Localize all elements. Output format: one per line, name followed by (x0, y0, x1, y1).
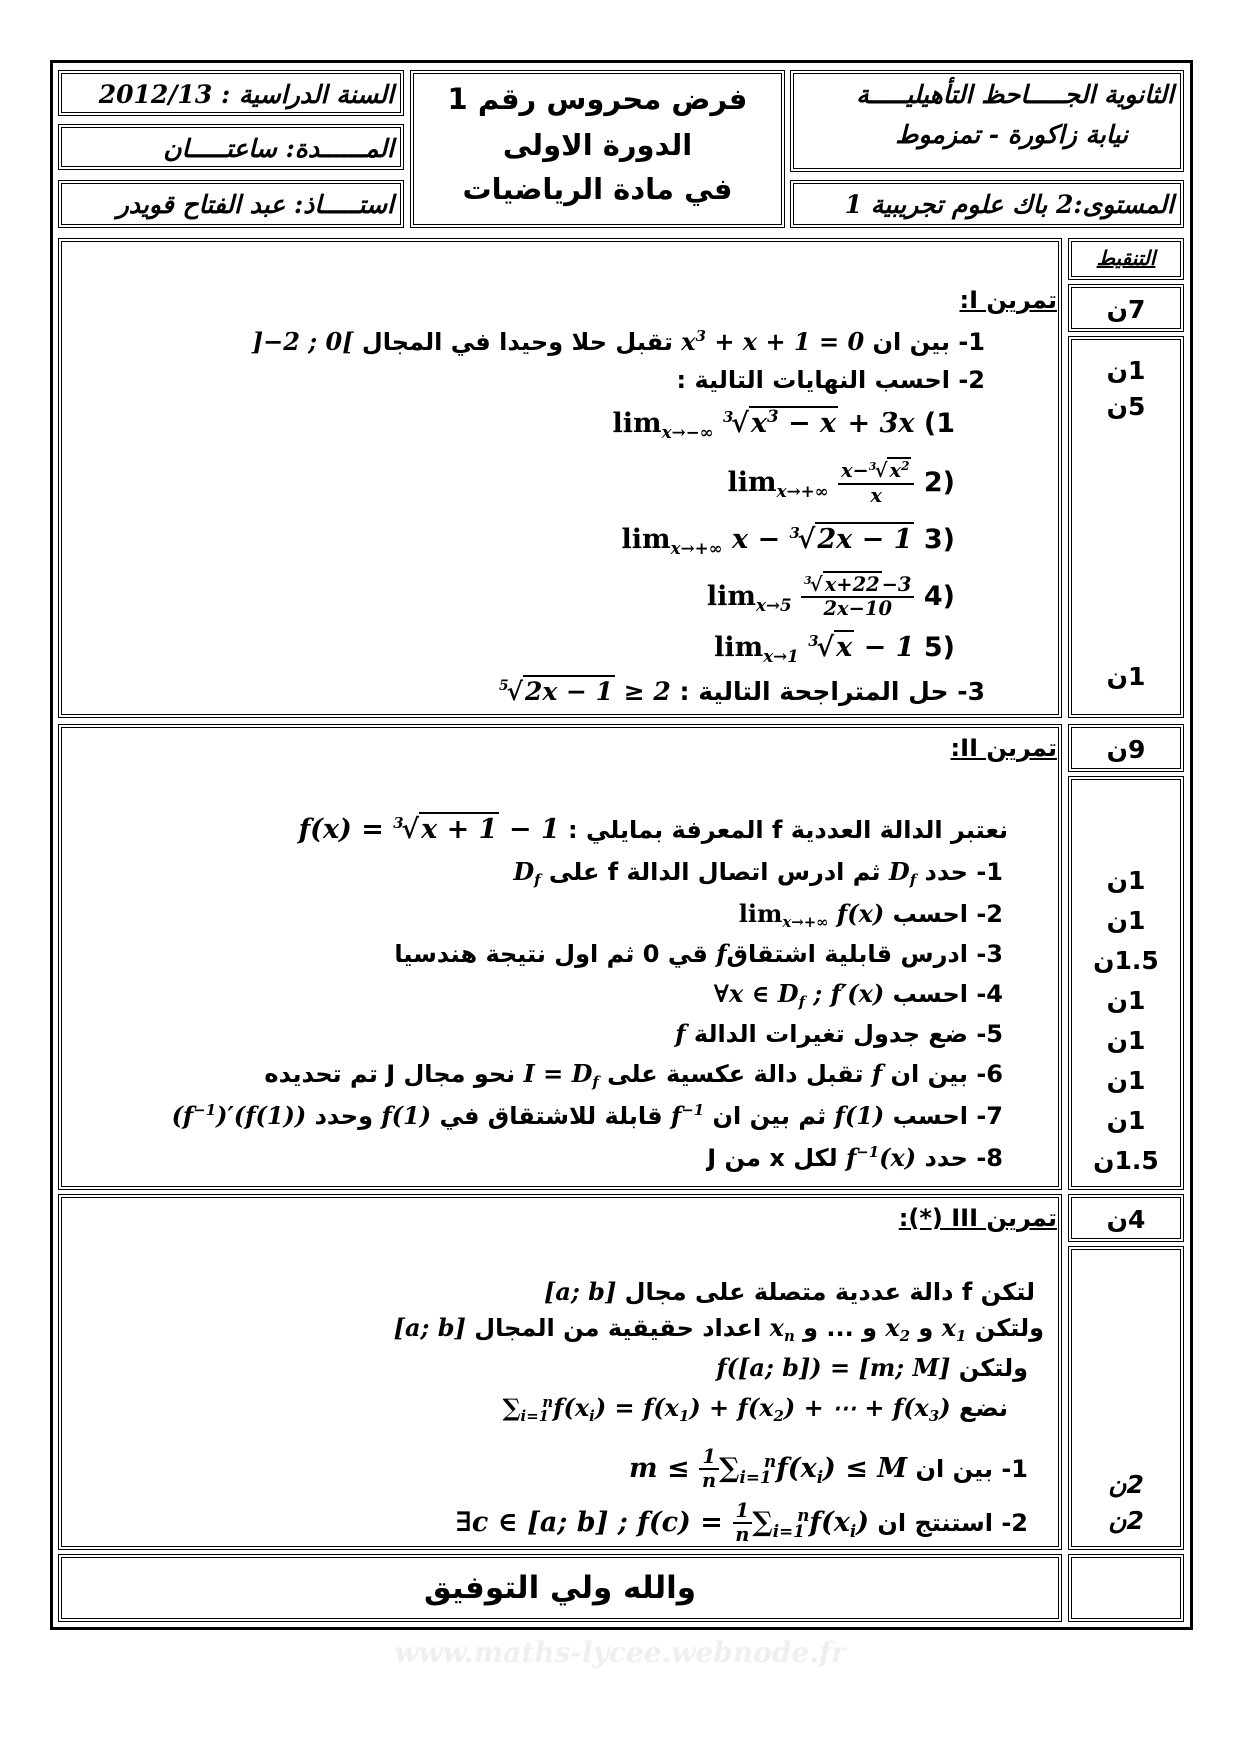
duration-text: المــــــدة: ساعتـــــان (163, 134, 394, 163)
footer-box (58, 1554, 1062, 1622)
ex2-q7: 7- احسب f(1) ثم بين ان $f^{-1}$ قابلة للاشتقاق في f(1) وحدد $(f^{-1})'(f(1))$ (171, 1101, 1003, 1130)
ex1-limit-2: (2 $\lim_{x\to+\infty}$ $\frac{x-^3√ x^2}{x}$ (727, 459, 955, 507)
teacher-text: استـــــاذ: عبد الفتاح قويدر (116, 190, 394, 219)
grading-header-box (1068, 238, 1184, 280)
ex2-q5: 5- ضع جدول تغيرات الدالة f (675, 1019, 1003, 1048)
ex1-q1-prefix: 1- بين ان (872, 328, 985, 356)
grading-header: التنقيط (1096, 246, 1156, 270)
level-value: 2 باك علوم تجريبية 1 (844, 190, 1074, 219)
ex2-q8-rest: لكل x من J (707, 1144, 838, 1172)
level-label: المستوى: (1073, 190, 1174, 219)
exercise2-points-box (1068, 776, 1184, 1190)
exercise1-title: تمرين I: (959, 286, 1057, 314)
ex2-points-1: 1ن (1106, 866, 1146, 895)
ex1-limit-1: 1) $\lim_{x\to-\infty} ^3√x^3 - x + 3x$ (612, 406, 955, 442)
ex2-q3: 3- ادرس قابلية اشتقاقf قي 0 ثم اول نتيجة هندسيا (394, 939, 1003, 968)
ex2-q4: 4- احسب ∀x ∈ $D_f$ ; f′(x) (713, 979, 1003, 1012)
ex2-points-3: 1.5ن (1093, 946, 1159, 975)
exercise3-title: تمرين III (*): (898, 1204, 1057, 1232)
ex1-limit-5: (5 $\lim_{x\to 1} ^3√x - 1$ (714, 631, 955, 666)
ex1-q1-interval: ]−2 ; 0[ (251, 327, 354, 356)
ex2-q7-rest1: ثم بين ان (712, 1102, 827, 1130)
ex3-line4: نضع $\sum_{i=1}^nf(x_i) = f(x_1) + f(x_2)$ + ⋯ + $f(x_3)$ (502, 1393, 1008, 1426)
ex3-points-2: 2ن (1108, 1506, 1144, 1535)
ex1-limit-1-label: 1) (923, 408, 955, 440)
ex1-points-2: 5ن (1106, 392, 1146, 421)
footer-text: والله ولي التوفيق (423, 1570, 697, 1606)
ex2-q1-rest: ثم ادرس اتصال الدالة f على (548, 858, 881, 886)
exam-title-box (410, 70, 785, 228)
level-box (790, 180, 1184, 228)
ex3-line2: ولتكن $x_1$ و $x_2$ و ... و $x_n$ اعداد حقيقية من المجال [a; b] (393, 1313, 1044, 1346)
ex2-q6: 6- بين ان f تقبل دالة عكسية على $I = D_f$ نحو مجال J تم تحديده (264, 1059, 1003, 1092)
year-box (58, 70, 404, 116)
duration-box (58, 124, 404, 170)
school-directorate: نيابة زاكورة - تمزموط (895, 120, 1128, 149)
ex2-q3-rest: قي 0 ثم اول نتيجة هندسيا (394, 940, 708, 968)
ex2-q7-label: 7- احسب (892, 1102, 1003, 1130)
exercise3-total-points: 4ن (1106, 1205, 1146, 1234)
exercise2-total-points: 9ن (1106, 735, 1146, 764)
ex1-q3: 3- حل المتراجحة التالية : $^5$√2x − 1 ≥ 2 (499, 677, 985, 706)
exercise1-points-box (1068, 336, 1184, 718)
ex3-q2-text: 2- استنتج ان (877, 1508, 1028, 1537)
exercise2-title: تمرين II: (950, 734, 1057, 762)
ex2-points-7: 1ن (1106, 1106, 1146, 1135)
ex1-points-3: 1ن (1106, 662, 1146, 691)
year-label: السنة الدراسية : (220, 80, 394, 109)
ex2-points-8: 1.5ن (1093, 1146, 1159, 1175)
exercise1-total-box (1068, 284, 1184, 332)
year-value: 2012/13 (98, 80, 213, 109)
ex3-line4-text: نضع (958, 1394, 1008, 1422)
ex3-q1-text: 1- بين ان (915, 1454, 1028, 1483)
footer-points-box (1068, 1554, 1184, 1622)
ex3-q1: 1- بين ان m ≤ $\frac{1}{n}$ $\sum_{i=1}^nf(x_i) \le M$ (629, 1445, 1028, 1493)
ex3-line2-b: اعداد حقيقية من المجال (474, 1314, 762, 1342)
ex1-q1 (252, 326, 985, 358)
ex2-points-5: 1ن (1106, 1026, 1146, 1055)
ex1-q1-suffix: تقبل حلا وحيدا في المجال (361, 328, 673, 356)
ex2-points-4: 1ن (1106, 986, 1146, 1015)
ex3-line1: لتكن f دالة عددية متصلة على مجال [a; b] (544, 1277, 1035, 1306)
ex2-q8: 8- حدد $f^{-1}(x)$ لكل x من J (707, 1143, 1003, 1172)
year-text (99, 80, 394, 109)
exam-subject: في مادة الرياضيات (462, 172, 733, 206)
ex2-q7-rest3: وحدد (314, 1102, 373, 1130)
ex1-limit-3-label: (3 (923, 524, 955, 555)
ex3-q2: 2- استنتج ان ∃c ∈ [a; b] ; f(c) = $\frac{1}{n}$ $\sum_{i=1}^nf(x_i)$ (455, 1499, 1028, 1547)
ex1-points-1: 1ن (1106, 356, 1146, 385)
ex2-q6-rest1: تقبل دالة عكسية على (607, 1060, 864, 1088)
ex3-line3-text: ولتكن (958, 1354, 1028, 1382)
ex2-points-6: 1ن (1106, 1066, 1146, 1095)
ex2-q6-rest2: نحو مجال J تم تحديده (264, 1060, 516, 1088)
ex3-points-1: 2ن (1108, 1470, 1144, 1499)
level-text (845, 190, 1174, 219)
ex2-intro: نعتبر الدالة العددية f المعرفة بمايلي : f(x) = $^3$√x + 1 − 1 (298, 813, 1008, 845)
ex1-limit-2-label: (2 (923, 466, 955, 498)
exam-title: فرض محروس رقم 1 (447, 82, 748, 116)
ex1-limit-3: (3 $\lim_{x\to+\infty} x - ^3√2x - 1$ (621, 523, 955, 558)
ex1-q1-equation: $x^3 + x + 1 = 0$ (681, 327, 865, 356)
ex2-q8-label: 8- حدد (924, 1144, 1003, 1172)
exam-session: الدورة الاولى (502, 128, 693, 162)
ex2-q3-label: 3- ادرس قابلية اشتقاق (726, 940, 1003, 968)
ex2-q5-label: 5- ضع جدول تغيرات الدالة (693, 1020, 1003, 1048)
ex2-q1: 1- حدد $D_f$ ثم ادرس اتصال الدالة f على $D_f$ (513, 857, 1003, 890)
ex1-limit-4-label: (4 (923, 580, 955, 612)
ex2-q2-label: 2- احسب (892, 900, 1003, 928)
ex3-line1-text: لتكن f دالة عددية متصلة على مجال (624, 1278, 1035, 1306)
school-box (790, 70, 1184, 172)
exercise1-total-points: 7ن (1106, 295, 1146, 324)
exercise3-total-box (1068, 1194, 1184, 1242)
ex1-q3-text: 3- حل المتراجحة التالية : (679, 677, 985, 706)
ex1-limit-5-label: (5 (923, 632, 955, 663)
ex2-points-2: 1ن (1106, 906, 1146, 935)
school-name: الثانوية الجـــــاحظ التأهيليـــــة (856, 80, 1174, 109)
ex3-line2-a: ولتكن (974, 1314, 1044, 1342)
ex3-line3: ولتكن f([a; b]) = [m; M] (716, 1353, 1028, 1382)
ex2-q4-label: 4- احسب (892, 980, 1003, 1008)
ex2-q1-label: 1- حدد (924, 858, 1003, 886)
ex1-limit-4: (4 $\lim_{x\to 5}$ $\frac{^3√ x+22 -3}{2x-10}$ (706, 573, 955, 621)
ex2-intro-text: نعتبر الدالة العددية f المعرفة بمايلي : (568, 816, 1008, 844)
ex2-q7-rest2: قابلة للاشتقاق في (439, 1102, 663, 1130)
watermark: www.maths-lycee.webnode.fr (394, 1636, 846, 1669)
ex1-q2: 2- احسب النهايات التالية : (676, 366, 985, 394)
ex2-q6-label: 6- بين ان (890, 1060, 1003, 1088)
exercise3-points-box (1068, 1246, 1184, 1550)
teacher-box (58, 180, 404, 228)
exercise2-total-box (1068, 724, 1184, 772)
ex2-q2: 2- احسب $\lim_{x\to+\infty} f(x)$ (738, 899, 1003, 932)
